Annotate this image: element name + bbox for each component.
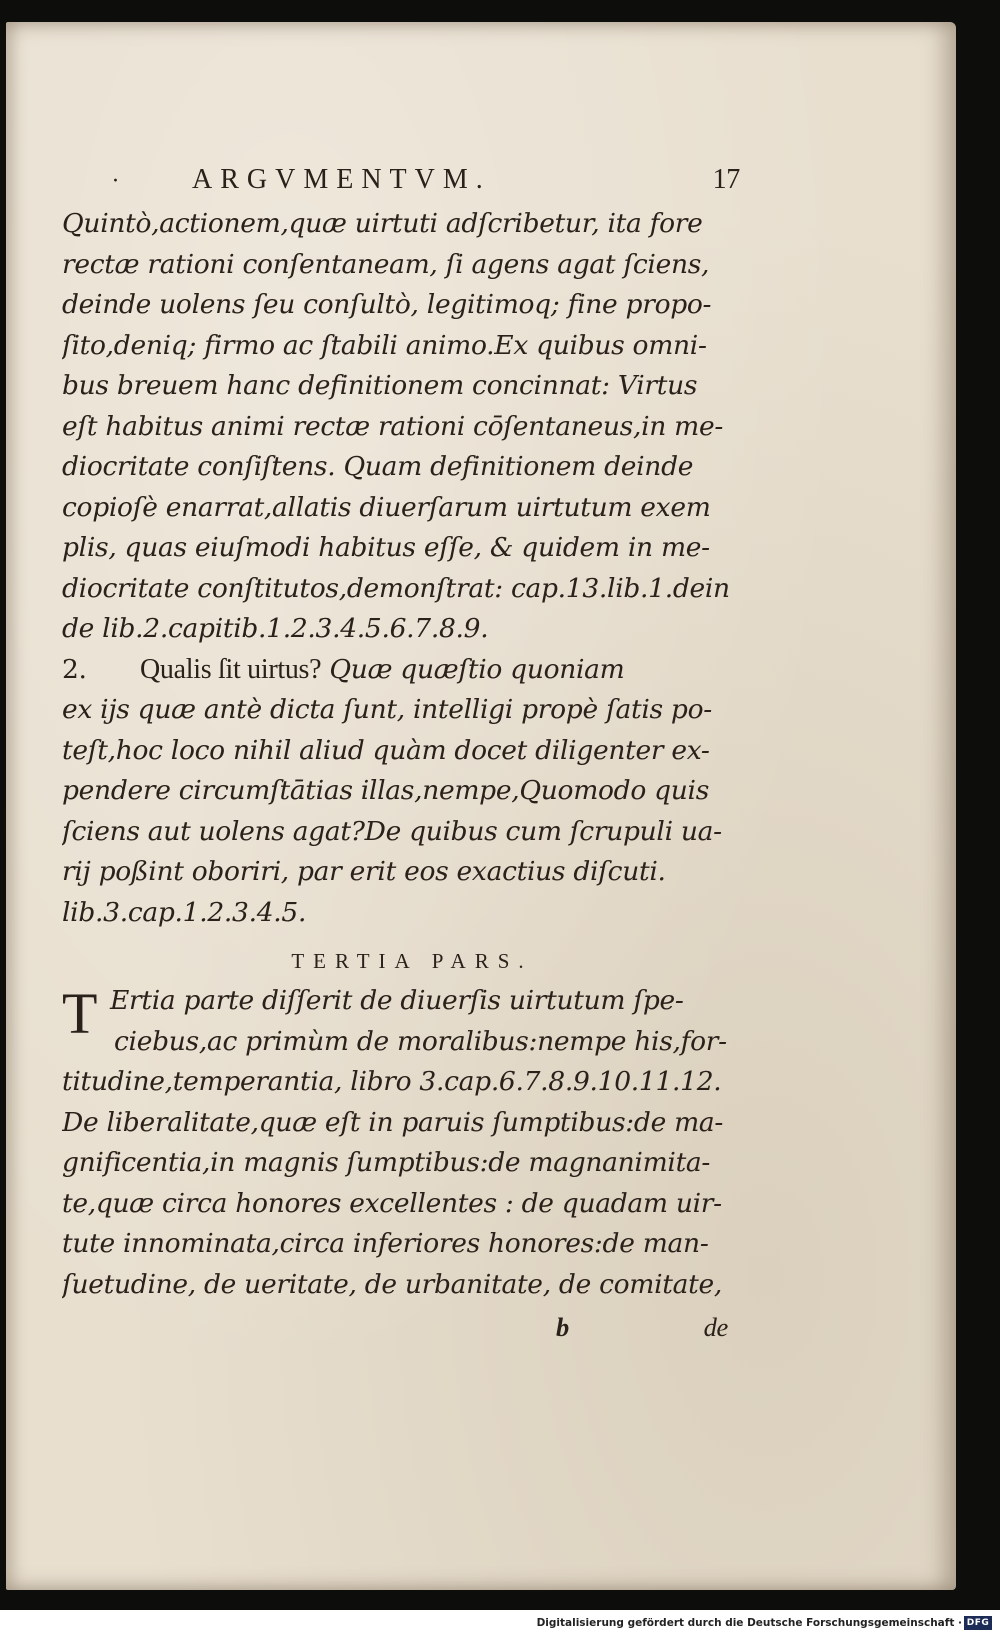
text-line: Quintò,actionem,quæ uirtuti adſcribetur, ita fore [62,208,703,239]
text-line: ſciens aut uolens agat?De quibus cum ſcrupuli ua- [62,815,722,847]
running-head-title: ARGVMENTVM. [192,164,491,195]
text-line: plis, quas eiuſmodi habitus eſſe, & quidem in me- [62,532,710,563]
text-line: diocritate conſiſtens. Quam definitionem deinde [62,451,694,482]
section-text [62,981,732,1305]
running-head-mark: · [112,169,119,194]
text-line: gnificentia,in magnis ſumptibus:de magnanimita- [62,1147,711,1178]
text-line: deinde uolens ſeu conſultò, legitimoq; fine propo- [62,289,712,320]
text-line: diocritate conſtitutos,demonſtrat: cap.13.lib.1.dein [62,572,730,604]
text-line: tute innominata,circa inferiores honores:de man- [62,1228,709,1259]
text-line: ex ijs quæ antè dicta ſunt, intelligi propè ſatis po- [62,694,712,725]
page-number: 17 [712,164,740,195]
question-heading-line [62,650,732,691]
text-line: lib.3.cap.1.2.3.4.5. [62,896,307,928]
text-line: rectæ rationi conſentaneam, ſi agens agat ſciens, [62,248,710,280]
text-line: titudine,temperantia, libro 3.cap.6.7.8.9.10.11.12. [62,1066,722,1097]
text-line: teſt,hoc loco nihil aliud quàm docet diligenter ex- [62,734,710,766]
text-line: ſito,deniq; firmo ac ſtabili animo.Ex quibus omni- [62,329,707,361]
text-line: copioſè enarrat,allatis diuerſarum uirtutum exem [62,491,711,523]
text-line: ſuetudine, de ueritate, de urbanitate, de comitate, [62,1268,723,1300]
question-heading: Qualis ſit uirtus? [140,653,322,685]
running-head [62,160,740,204]
text-line: rij poßint oboriri, par erit eos exactius diſcuti. [62,856,666,887]
text-line: eſt habitus animi rectæ rationi cōſentaneus,in me- [62,410,724,442]
text-line: de lib.2.capitib.1.2.3.4.5.6.7.8.9. [62,613,489,644]
text-line: De liberalitate,quæ eſt in paruis ſumptibus:de ma- [62,1106,724,1138]
text-line: te,quæ circa honores excellentes : de quadam uir- [62,1187,722,1219]
paragraph-1 [62,204,732,650]
text-line: pendere circumſtātias illas,nempe,Quomodo quis [62,775,710,806]
dfg-logo-icon: DFG [964,1616,992,1630]
footer-credit: Digitalisierung gefördert durch die Deutsche Forschungsgemeinschaft · [536,1617,962,1629]
signature-mark: b [556,1312,569,1342]
catchword: de [703,1312,728,1342]
section-title: TERTIA PARS. [291,949,533,973]
text-line: bus breuem hanc definitionem concinnat: Virtus [62,370,698,401]
drop-capital: T [62,981,98,1046]
catchwords-line [62,1305,732,1351]
text-line: Ertia parte diſſerit de diuerſis uirtutum ſpe- [110,985,684,1016]
text-line: Quæ quæſtio quoniam [329,653,625,685]
page-text [62,160,740,1351]
digitization-footer [0,1614,1000,1635]
question-2 [62,650,732,934]
text-line: ciebus,ac primùm de moralibus:nempe his,for- [114,1025,727,1057]
question-number: 2. [62,653,87,685]
